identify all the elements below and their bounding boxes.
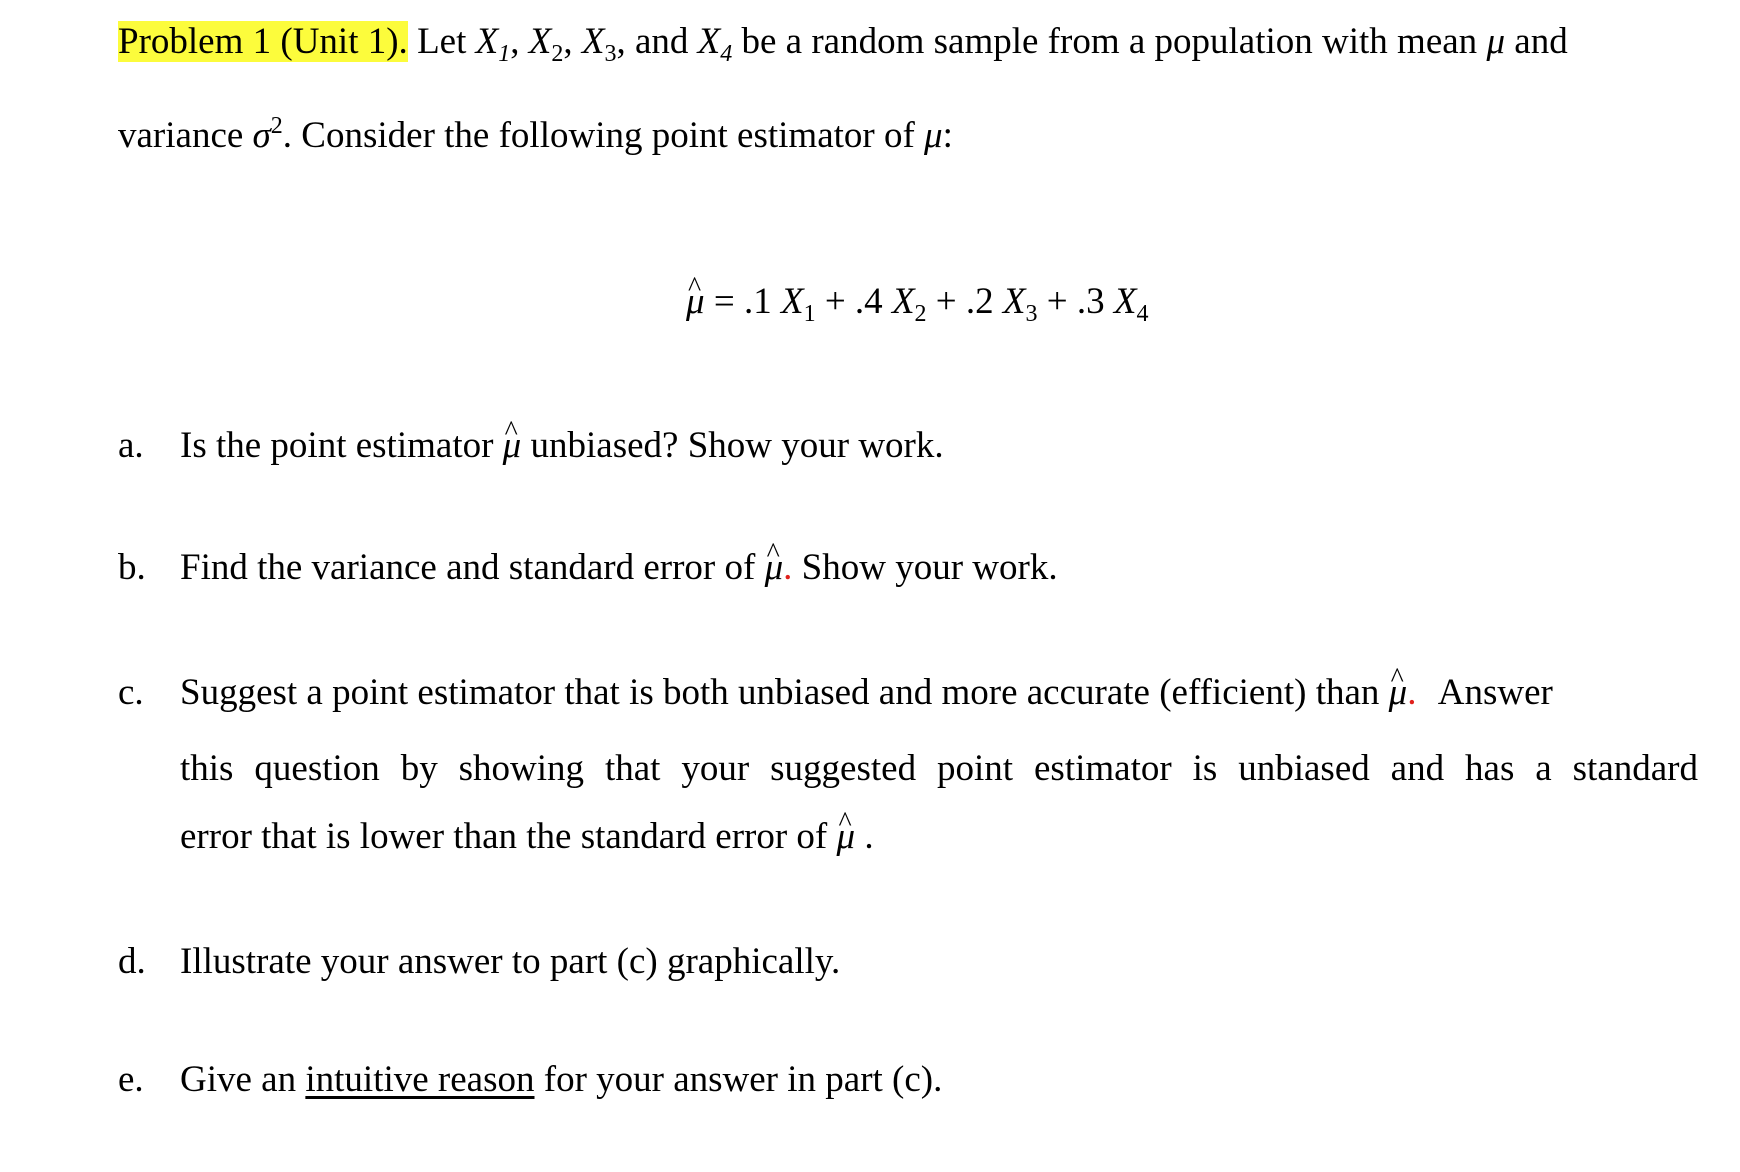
question-c-line-3	[180, 815, 874, 859]
sub-4: 4	[1136, 301, 1149, 327]
var-x3: X	[1002, 281, 1026, 322]
question-c-line-1	[180, 671, 1553, 715]
mu-hat: ^ μ	[1389, 671, 1408, 715]
question-c-line-2: this question by showing that your suggested point estimator is unbiased and has a standard	[180, 748, 1698, 789]
formula-term-4: + .3	[1046, 281, 1105, 322]
question-e-label: e.	[118, 1059, 144, 1100]
sub-2: 2	[551, 41, 564, 67]
var-x2: X	[528, 21, 552, 62]
var-x1: X	[475, 21, 499, 62]
question-b-part1: Find the variance and standard error of	[180, 547, 756, 588]
question-c-part1: Suggest a point estimator that is both unbiased and more accurate (efficient) than	[180, 672, 1380, 713]
var-x4: X	[697, 21, 721, 62]
and-end: and	[1514, 21, 1568, 62]
comma: ,	[510, 21, 520, 62]
sub-3: 3	[1025, 301, 1038, 327]
red-dot: .	[783, 547, 793, 588]
period: .	[864, 816, 874, 857]
var-x4: X	[1113, 281, 1137, 322]
problem-label: Problem 1 (Unit 1).	[118, 21, 408, 62]
question-b-label: b.	[118, 547, 146, 588]
consider-text: . Consider the following point estimator of	[282, 115, 915, 156]
sigma-symbol: σ	[252, 115, 271, 156]
intro-rest: be a random sample from a population with mean	[741, 21, 1478, 62]
question-d-label: d.	[118, 941, 146, 982]
question-a-part2: unbiased? Show your work.	[530, 425, 944, 466]
intro-line-2	[118, 114, 953, 158]
formula-term-2: + .4	[824, 281, 883, 322]
intro-let: Let	[417, 21, 467, 62]
mu-symbol: μ	[924, 115, 943, 156]
sub-2: 2	[914, 301, 927, 327]
question-b-part2: Show your work.	[801, 547, 1058, 588]
and-word: and	[634, 21, 689, 62]
squared: 2	[270, 113, 283, 139]
formula-eq: = .1	[713, 281, 772, 322]
var-x3: X	[581, 21, 605, 62]
comma: ,	[616, 21, 626, 62]
mu-symbol: μ	[1486, 21, 1506, 62]
mu-hat: ^ μ	[503, 424, 522, 468]
question-a-label: a.	[118, 425, 144, 466]
question-e-part1: Give an	[180, 1059, 297, 1100]
question-a-part1: Is the point estimator	[180, 425, 494, 466]
colon: :	[942, 115, 953, 156]
var-x1: X	[780, 281, 804, 322]
estimator-formula	[686, 280, 1149, 327]
question-c-answer-word: Answer	[1437, 672, 1553, 713]
sub-3: 3	[604, 41, 617, 67]
question-a-text	[180, 424, 944, 468]
mu-hat: ^ μ	[686, 280, 705, 324]
question-e-text	[180, 1058, 942, 1102]
question-c-label: c.	[118, 672, 144, 713]
sub-1: 1	[498, 41, 511, 67]
sub-1: 1	[803, 301, 816, 327]
question-e-part2: for your answer in part (c).	[543, 1059, 943, 1100]
question-c-part3: error that is lower than the standard error of	[180, 816, 828, 857]
red-dot: .	[1407, 672, 1417, 713]
question-d-text: Illustrate your answer to part (c) graphically.	[180, 941, 841, 982]
intro-line-1	[118, 20, 1568, 67]
mu-hat: ^ μ	[765, 546, 784, 590]
intuitive-reason-underlined: intuitive reason	[305, 1059, 535, 1100]
comma: ,	[563, 21, 573, 62]
formula-term-3: + .2	[935, 281, 994, 322]
variance-word: variance	[118, 115, 244, 156]
var-x2: X	[891, 281, 915, 322]
sub-4: 4	[720, 41, 733, 67]
question-b-text	[180, 546, 1058, 590]
mu-hat: ^ μ	[837, 815, 856, 859]
